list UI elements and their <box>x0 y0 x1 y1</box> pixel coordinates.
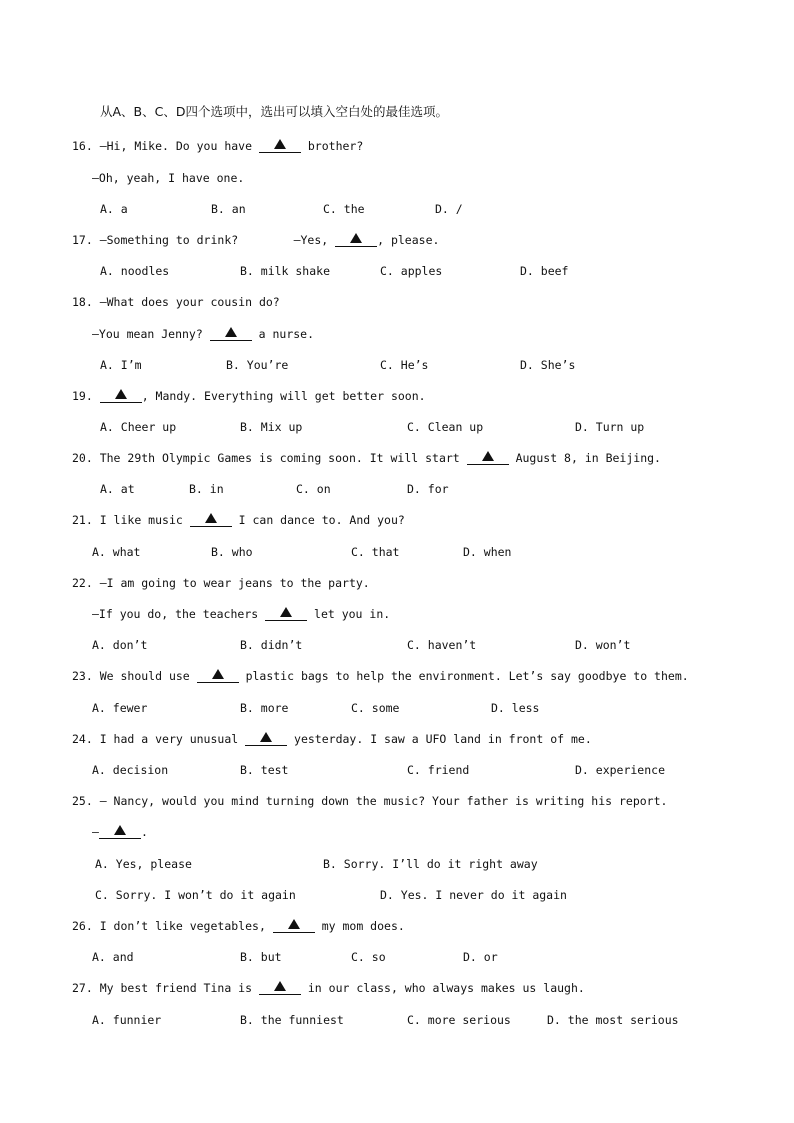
question-text: , Mandy. Everything will get better soon. <box>141 389 426 403</box>
question-number: 25. <box>72 794 100 808</box>
answer-option[interactable]: D. won’t <box>575 638 631 652</box>
question-text: —Hi, Mike. Do you have <box>99 139 259 153</box>
answer-option[interactable]: C. Sorry. I won’t do it again <box>95 888 296 902</box>
answer-option[interactable]: A. a <box>100 202 128 216</box>
question-text: I can dance to. And you? <box>231 513 405 527</box>
answer-blank[interactable] <box>259 139 301 153</box>
answer-option[interactable]: D. when <box>463 545 512 559</box>
question-stem <box>72 388 426 404</box>
question-stem <box>72 731 592 747</box>
triangle-marker-icon <box>274 981 286 991</box>
triangle-marker-icon <box>225 327 237 337</box>
question-reply <box>92 824 148 840</box>
question-stem <box>72 450 661 466</box>
question-number: 17. <box>72 233 100 247</box>
question-text: I had a very unusual <box>99 732 246 746</box>
question-text: my mom does. <box>314 919 405 933</box>
question-text: yesterday. I saw a UFO land in front of me. <box>287 732 592 746</box>
question-number: 26. <box>72 919 100 933</box>
answer-option[interactable]: D. experience <box>575 763 666 777</box>
question-number: 18. <box>72 295 100 309</box>
question-stem <box>72 980 585 996</box>
question-text: I don’t like vegetables, <box>99 919 273 933</box>
answer-option[interactable]: A. Yes, please <box>95 857 192 871</box>
answer-option[interactable]: A. I’m <box>100 358 142 372</box>
answer-option[interactable]: D. beef <box>520 264 569 278</box>
instruction-text: 从A、B、C、D四个选项中，选出可以填入空白处的最佳选项。 <box>100 104 448 119</box>
question-text: . <box>140 825 148 839</box>
answer-option[interactable]: B. milk shake <box>240 264 331 278</box>
triangle-marker-icon <box>280 607 292 617</box>
question-text: plastic bags to help the environment. Let’s say goodbye to them. <box>238 669 689 683</box>
answer-option[interactable]: C. on <box>296 482 331 496</box>
answer-option[interactable]: D. less <box>491 701 540 715</box>
question-number: 20. <box>72 451 100 465</box>
answer-option[interactable]: C. haven’t <box>407 638 477 652</box>
question-text: August 8, in Beijing. <box>508 451 661 465</box>
answer-blank[interactable] <box>99 825 141 839</box>
question-text: let you in. <box>307 607 391 621</box>
answer-blank[interactable] <box>467 451 509 465</box>
answer-option[interactable]: D. She’s <box>520 358 576 372</box>
answer-option[interactable]: A. decision <box>92 763 169 777</box>
question-number: 27. <box>72 981 100 995</box>
question-text: —I am going to wear jeans to the party. <box>99 576 370 590</box>
question-stem <box>72 575 370 591</box>
question-text: brother? <box>300 139 364 153</box>
answer-blank[interactable] <box>335 233 377 247</box>
answer-option[interactable]: B. test <box>240 763 289 777</box>
answer-option[interactable]: C. He’s <box>380 358 429 372</box>
answer-option[interactable]: A. what <box>92 545 141 559</box>
triangle-marker-icon <box>288 919 300 929</box>
answer-blank[interactable] <box>259 981 301 995</box>
question-text: — <box>92 825 99 839</box>
question-number: 23. <box>72 669 100 683</box>
question-text: —If you do, the teachers <box>92 607 266 621</box>
answer-option[interactable]: B. Mix up <box>240 420 303 434</box>
answer-option[interactable]: B. in <box>189 482 224 496</box>
triangle-marker-icon <box>482 451 494 461</box>
question-text: in our class, who always makes us laugh. <box>300 981 585 995</box>
answer-option[interactable]: B. more <box>240 701 289 715</box>
answer-option[interactable]: A. fewer <box>92 701 148 715</box>
answer-option[interactable]: A. Cheer up <box>100 420 177 434</box>
answer-option[interactable]: D. or <box>463 950 498 964</box>
answer-option[interactable]: C. more serious <box>407 1013 511 1027</box>
answer-blank[interactable] <box>245 732 287 746</box>
answer-option[interactable]: C. friend <box>407 763 470 777</box>
answer-blank[interactable] <box>100 389 142 403</box>
answer-option[interactable]: B. didn’t <box>240 638 303 652</box>
answer-option[interactable]: A. don’t <box>92 638 148 652</box>
question-stem <box>72 138 363 154</box>
question-number: 16. <box>72 139 100 153</box>
question-text: —You mean Jenny? <box>92 327 210 341</box>
question-stem <box>72 918 405 934</box>
question-reply <box>92 170 244 186</box>
question-number: 24. <box>72 732 100 746</box>
question-number: 19. <box>72 389 100 403</box>
question-text: I like music <box>99 513 190 527</box>
question-reply <box>92 606 390 622</box>
answer-option[interactable]: A. at <box>100 482 135 496</box>
answer-option[interactable]: D. the most serious <box>547 1013 679 1027</box>
question-text: a nurse. <box>251 327 315 341</box>
answer-blank[interactable] <box>265 607 307 621</box>
answer-option[interactable]: B. You’re <box>226 358 289 372</box>
question-stem <box>72 668 689 684</box>
question-text: —What does your cousin do? <box>99 295 280 309</box>
question-stem <box>72 512 405 528</box>
answer-option[interactable]: A. and <box>92 950 134 964</box>
answer-blank[interactable] <box>210 327 252 341</box>
question-stem <box>72 793 667 809</box>
answer-option[interactable]: B. but <box>240 950 282 964</box>
question-text: , please. <box>377 233 440 247</box>
answer-option[interactable]: D. / <box>435 202 463 216</box>
answer-option[interactable]: A. funnier <box>92 1013 162 1027</box>
triangle-marker-icon <box>212 669 224 679</box>
answer-option[interactable]: C. apples <box>380 264 443 278</box>
question-text: —Oh, yeah, I have one. <box>92 171 245 185</box>
answer-option[interactable]: C. some <box>351 701 400 715</box>
answer-option[interactable]: C. Clean up <box>407 420 484 434</box>
answer-option[interactable]: B. who <box>211 545 253 559</box>
answer-option[interactable]: C. so <box>351 950 386 964</box>
question-stem <box>72 232 439 248</box>
question-number: 21. <box>72 513 100 527</box>
answer-blank[interactable] <box>190 513 232 527</box>
answer-option[interactable]: D. for <box>407 482 449 496</box>
question-reply <box>92 326 314 342</box>
question-text: We should use <box>99 669 197 683</box>
answer-option[interactable]: A. noodles <box>100 264 170 278</box>
triangle-marker-icon <box>115 389 127 399</box>
answer-blank[interactable] <box>197 669 239 683</box>
answer-blank[interactable] <box>273 919 315 933</box>
question-text: My best friend Tina is <box>99 981 259 995</box>
question-text: The 29th Olympic Games is coming soon. It will start <box>99 451 467 465</box>
question-number: 22. <box>72 576 100 590</box>
triangle-marker-icon <box>350 233 362 243</box>
question-text: —Something to drink? —Yes, <box>99 233 336 247</box>
question-stem <box>72 294 280 310</box>
answer-option[interactable]: B. Sorry. I’ll do it right away <box>323 857 538 871</box>
answer-option[interactable]: D. Yes. I never do it again <box>380 888 567 902</box>
triangle-marker-icon <box>274 139 286 149</box>
answer-option[interactable]: D. Turn up <box>575 420 645 434</box>
question-text: — Nancy, would you mind turning down the music? Your father is writing his report. <box>99 794 668 808</box>
triangle-marker-icon <box>114 825 126 835</box>
answer-option[interactable]: B. an <box>211 202 246 216</box>
answer-option[interactable]: C. the <box>323 202 365 216</box>
answer-option[interactable]: B. the funniest <box>240 1013 344 1027</box>
triangle-marker-icon <box>260 732 272 742</box>
triangle-marker-icon <box>205 513 217 523</box>
answer-option[interactable]: C. that <box>351 545 400 559</box>
